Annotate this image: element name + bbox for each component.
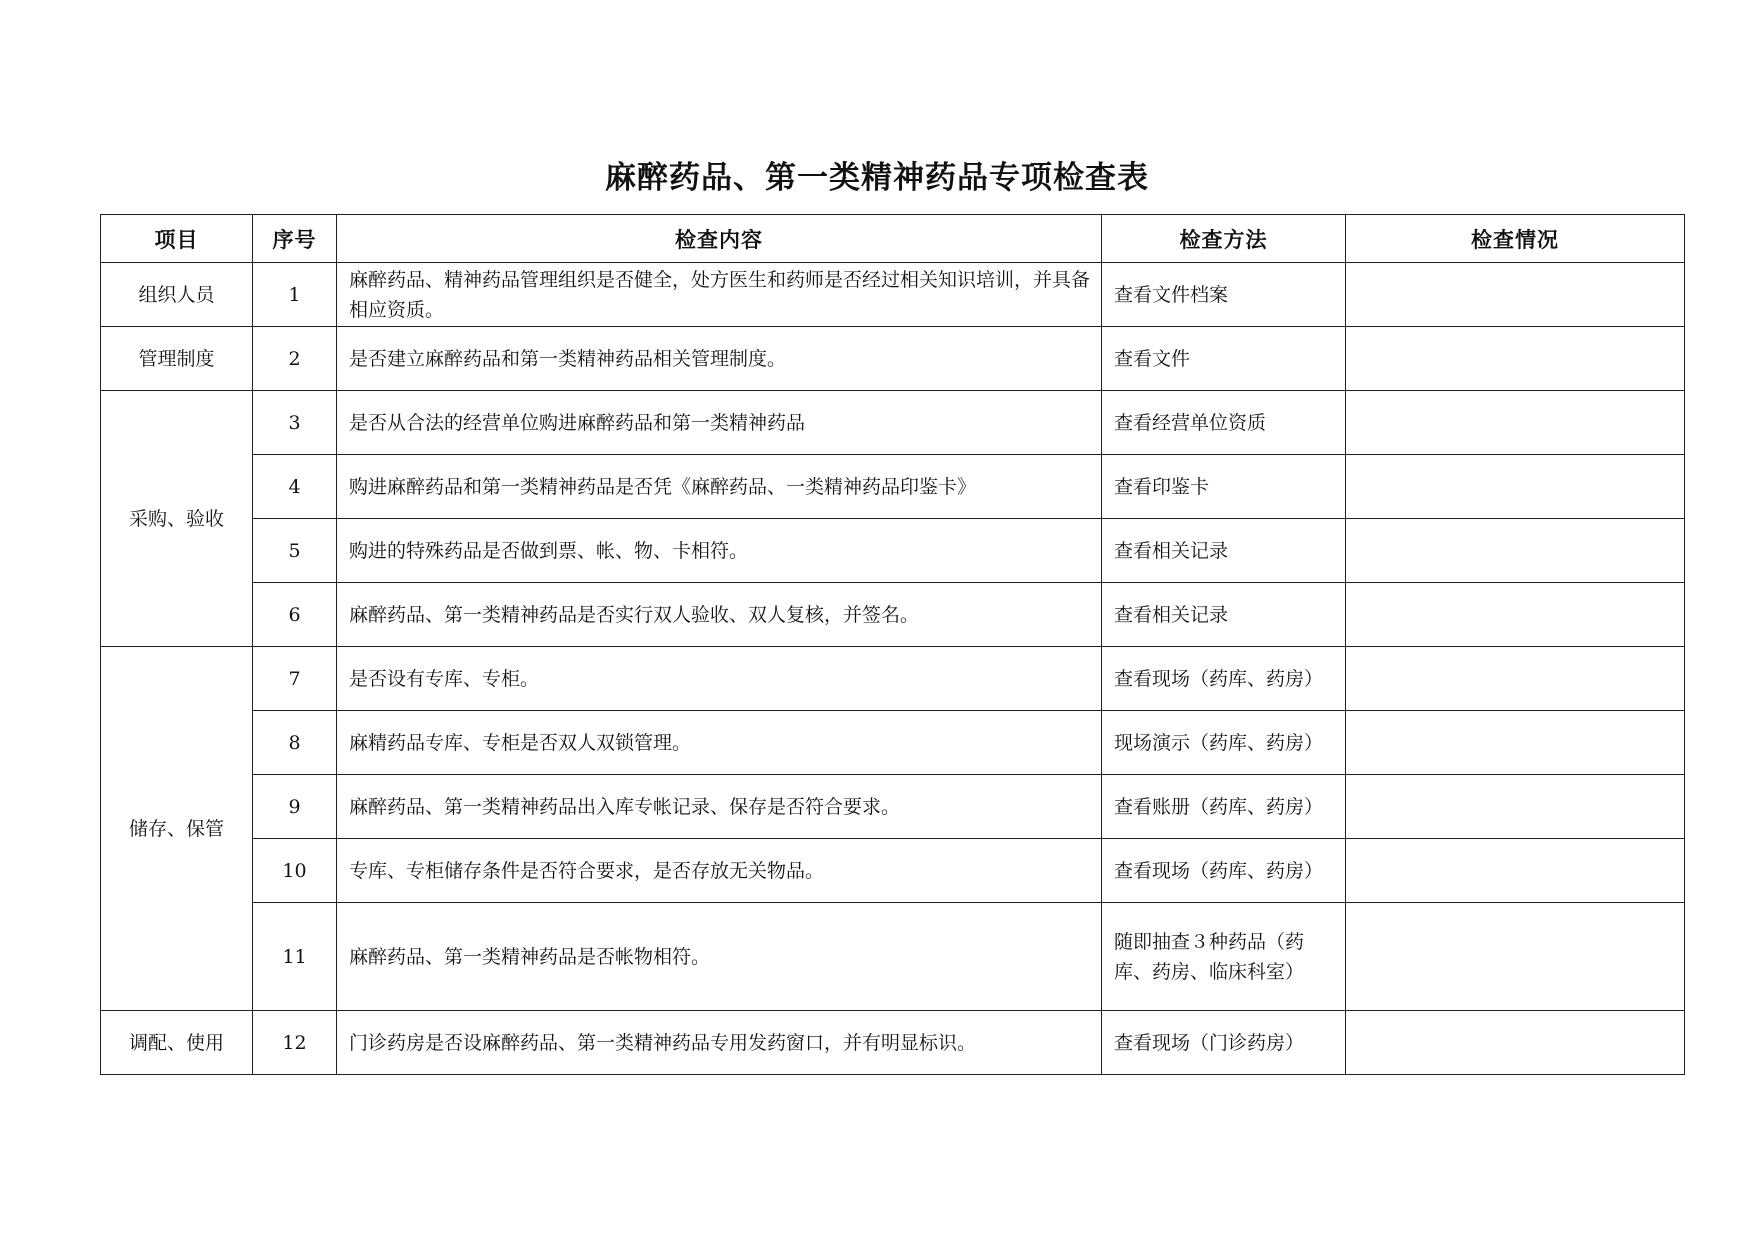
table-row — [101, 839, 1685, 903]
table-row — [101, 519, 1685, 583]
inspection-table — [100, 214, 1685, 1075]
row-number: 7 — [253, 647, 337, 711]
check-content: 是否从合法的经营单位购进麻醉药品和第一类精神药品 — [337, 391, 1102, 455]
category-cell: 储存、保管 — [101, 647, 253, 1011]
check-content: 是否建立麻醉药品和第一类精神药品相关管理制度。 — [337, 327, 1102, 391]
row-number: 10 — [253, 839, 337, 903]
check-content: 是否设有专库、专柜。 — [337, 647, 1102, 711]
check-content: 麻醉药品、第一类精神药品是否帐物相符。 — [337, 903, 1102, 1011]
check-method: 查看相关记录 — [1102, 519, 1346, 583]
check-result[interactable] — [1346, 903, 1685, 1011]
check-content: 麻醉药品、第一类精神药品是否实行双人验收、双人复核，并签名。 — [337, 583, 1102, 647]
check-result[interactable] — [1346, 711, 1685, 775]
row-number: 12 — [253, 1011, 337, 1075]
check-result[interactable] — [1346, 583, 1685, 647]
table-row — [101, 903, 1685, 1011]
check-content: 购进的特殊药品是否做到票、帐、物、卡相符。 — [337, 519, 1102, 583]
row-number: 5 — [253, 519, 337, 583]
check-result[interactable] — [1346, 647, 1685, 711]
check-result[interactable] — [1346, 1011, 1685, 1075]
row-number: 4 — [253, 455, 337, 519]
table-row — [101, 1011, 1685, 1075]
table-row — [101, 711, 1685, 775]
header-method: 检查方法 — [1102, 215, 1346, 263]
header-content: 检查内容 — [337, 215, 1102, 263]
category-cell: 调配、使用 — [101, 1011, 253, 1075]
row-number: 11 — [253, 903, 337, 1011]
table-row — [101, 327, 1685, 391]
check-result[interactable] — [1346, 839, 1685, 903]
check-result[interactable] — [1346, 519, 1685, 583]
row-number: 8 — [253, 711, 337, 775]
table-row — [101, 263, 1685, 327]
row-number: 3 — [253, 391, 337, 455]
header-result: 检查情况 — [1346, 215, 1685, 263]
check-content: 专库、专柜储存条件是否符合要求，是否存放无关物品。 — [337, 839, 1102, 903]
check-result[interactable] — [1346, 775, 1685, 839]
check-content: 麻醉药品、精神药品管理组织是否健全，处方医生和药师是否经过相关知识培训，并具备相应资质。 — [337, 263, 1102, 327]
check-method: 随即抽查３种药品（药库、药房、临床科室） — [1102, 903, 1346, 1011]
check-method: 查看账册（药库、药房） — [1102, 775, 1346, 839]
check-method: 查看文件档案 — [1102, 263, 1346, 327]
row-number: 6 — [253, 583, 337, 647]
table-row — [101, 775, 1685, 839]
category-cell: 采购、验收 — [101, 391, 253, 647]
table-row — [101, 583, 1685, 647]
category-cell: 管理制度 — [101, 327, 253, 391]
table-row — [101, 455, 1685, 519]
check-result[interactable] — [1346, 391, 1685, 455]
row-number: 2 — [253, 327, 337, 391]
check-method: 查看现场（门诊药房） — [1102, 1011, 1346, 1075]
check-content: 麻醉药品、第一类精神药品出入库专帐记录、保存是否符合要求。 — [337, 775, 1102, 839]
check-result[interactable] — [1346, 263, 1685, 327]
check-method: 查看现场（药库、药房） — [1102, 647, 1346, 711]
check-result[interactable] — [1346, 327, 1685, 391]
check-method: 查看文件 — [1102, 327, 1346, 391]
check-method: 查看现场（药库、药房） — [1102, 839, 1346, 903]
header-no: 序号 — [253, 215, 337, 263]
check-method: 现场演示（药库、药房） — [1102, 711, 1346, 775]
check-content: 购进麻醉药品和第一类精神药品是否凭《麻醉药品、一类精神药品印鉴卡》 — [337, 455, 1102, 519]
check-content: 门诊药房是否设麻醉药品、第一类精神药品专用发药窗口，并有明显标识。 — [337, 1011, 1102, 1075]
category-cell: 组织人员 — [101, 263, 253, 327]
check-content: 麻精药品专库、专柜是否双人双锁管理。 — [337, 711, 1102, 775]
table-row — [101, 391, 1685, 455]
check-method: 查看印鉴卡 — [1102, 455, 1346, 519]
check-result[interactable] — [1346, 455, 1685, 519]
row-number: 9 — [253, 775, 337, 839]
header-item: 项目 — [101, 215, 253, 263]
table-row — [101, 647, 1685, 711]
check-method: 查看相关记录 — [1102, 583, 1346, 647]
row-number: 1 — [253, 263, 337, 327]
table-header-row — [101, 215, 1685, 263]
check-method: 查看经营单位资质 — [1102, 391, 1346, 455]
page-title: 麻醉药品、第一类精神药品专项检查表 — [605, 160, 1149, 196]
